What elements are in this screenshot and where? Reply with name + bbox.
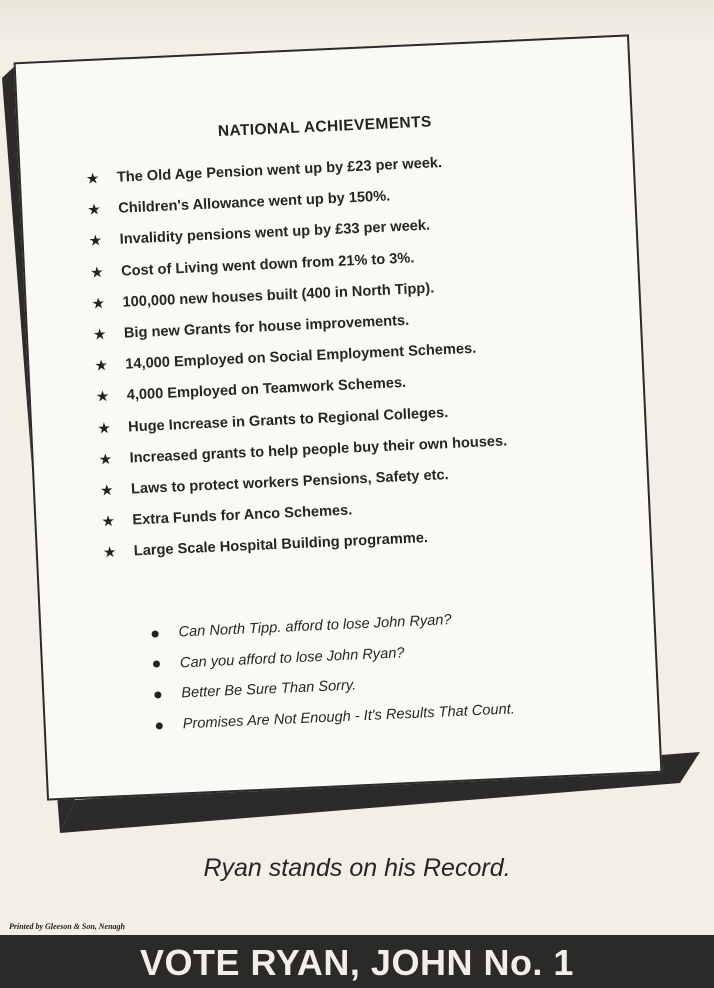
star-icon: ★ xyxy=(100,482,114,498)
achievement-text: Big new Grants for house improvements. xyxy=(123,312,410,342)
achievement-text: 100,000 new houses built (400 in North Tipp). xyxy=(122,280,435,311)
achievement-text: Children's Allowance went up by 150%. xyxy=(117,188,391,217)
star-icon: ★ xyxy=(103,544,116,561)
achievement-text: Huge Increase in Grants to Regional Colleges. xyxy=(127,404,449,436)
star-icon: ★ xyxy=(92,295,105,311)
panel-heading: NATIONAL ACHIEVEMENTS xyxy=(217,113,433,141)
star-icon: ★ xyxy=(89,232,102,249)
achievement-text: 4,000 Employed on Teamwork Schemes. xyxy=(126,375,407,404)
slogan-text: Can North Tipp. afford to lose John Ryan? xyxy=(178,612,452,641)
bullet-icon xyxy=(156,722,163,729)
star-icon: ★ xyxy=(99,451,112,467)
achievement-text: The Old Age Pension went up by £23 per week. xyxy=(116,155,443,186)
bullet-icon xyxy=(151,630,158,637)
star-icon: ★ xyxy=(90,264,104,280)
star-icon: ★ xyxy=(96,388,109,405)
achievement-text: Cost of Living went down from 21% to 3%. xyxy=(120,249,415,280)
star-icon: ★ xyxy=(95,357,108,374)
achievements-panel xyxy=(14,34,663,800)
achievement-text: Extra Funds for Anco Schemes. xyxy=(132,502,353,529)
star-icon: ★ xyxy=(86,170,99,187)
achievement-text: Increased grants to help people buy their own houses. xyxy=(129,433,508,467)
star-icon: ★ xyxy=(97,419,111,436)
achievements-list xyxy=(87,153,513,577)
slogan-text: Promises Are Not Enough - It's Results That Count. xyxy=(182,701,516,733)
star-icon: ★ xyxy=(87,201,101,218)
achievement-text: 14,000 Employed on Social Employment Schemes. xyxy=(125,340,477,373)
bullet-icon xyxy=(153,661,160,668)
slogan-list xyxy=(151,602,516,741)
achievement-text: Large Scale Hospital Building programme. xyxy=(133,530,429,560)
slogan-text: Can you afford to lose John Ryan? xyxy=(179,645,405,672)
vote-banner-text: VOTE RYAN, JOHN No. 1 xyxy=(140,942,574,983)
bullet-icon xyxy=(154,691,161,698)
slogan-text: Better Be Sure Than Sorry. xyxy=(181,677,357,702)
tagline: Ryan stands on his Record. xyxy=(203,854,511,882)
achievement-text: Laws to protect workers Pensions, Safety etc. xyxy=(130,466,450,498)
achievement-text: Invalidity pensions went up by £33 per week. xyxy=(119,218,431,249)
star-icon: ★ xyxy=(93,326,106,342)
printer-credit: Printed by Gleeson & Son, Nenagh xyxy=(9,922,126,931)
star-icon: ★ xyxy=(102,513,115,529)
vote-banner xyxy=(0,935,714,988)
